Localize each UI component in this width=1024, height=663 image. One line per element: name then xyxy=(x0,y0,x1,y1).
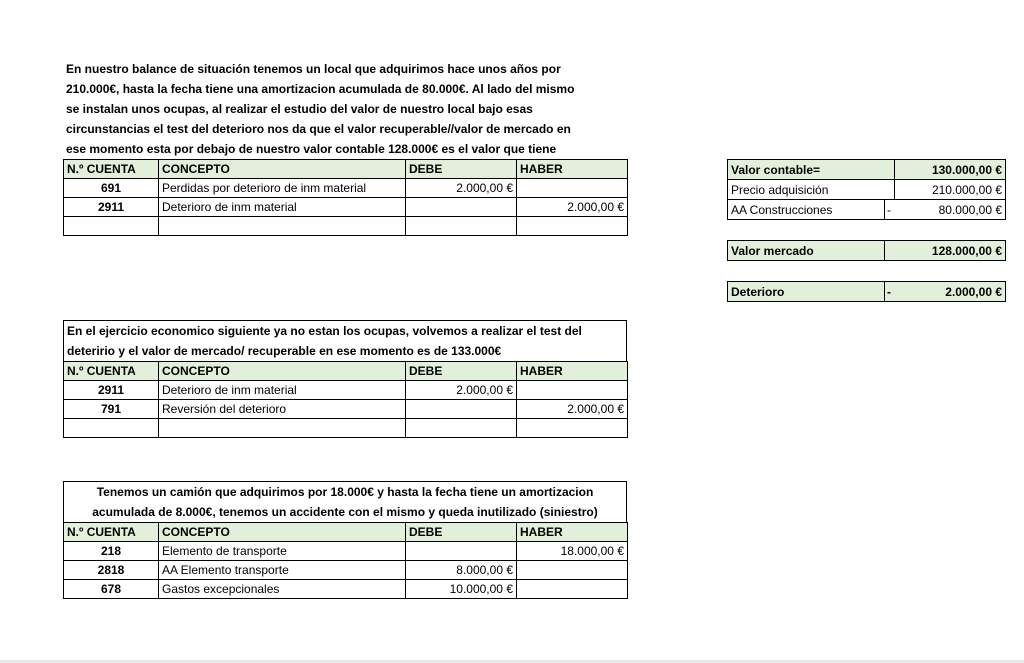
cell-account[interactable]: 691 xyxy=(64,179,159,198)
valor-mercado-label[interactable]: Valor mercado xyxy=(728,241,885,261)
table-row-empty xyxy=(64,419,628,438)
header-haber: HABER xyxy=(517,160,628,179)
header-concepto: CONCEPTO xyxy=(159,362,406,381)
aa-label[interactable]: AA Construcciones xyxy=(728,200,885,220)
table-header xyxy=(64,362,628,381)
cell-concept[interactable]: Deterioro de inm material xyxy=(159,198,406,217)
valor-contable-table xyxy=(727,159,1006,220)
table-header xyxy=(64,523,628,542)
section-2-text: En el ejercicio economico siguiente ya no estan los ocupas, volvemos a realizar el test del deteririo y el valor de mercado/ recuperable en ese momento es de 133.000€ xyxy=(63,320,627,361)
table-row-empty xyxy=(64,217,628,236)
cell-haber[interactable]: 18.000,00 € xyxy=(517,542,628,561)
valor-contable-label[interactable]: Valor contable= xyxy=(728,160,895,180)
aa-sign: - xyxy=(885,200,895,220)
valor-contable-row xyxy=(728,160,1006,180)
section-3 xyxy=(63,481,627,599)
table-row xyxy=(64,542,628,561)
cell-account[interactable]: 678 xyxy=(64,580,159,599)
table-row xyxy=(64,381,628,400)
cell-concept[interactable]: Elemento de transporte xyxy=(159,542,406,561)
cell-concept[interactable]: Perdidas por deterioro de inm material xyxy=(159,179,406,198)
table-row xyxy=(64,561,628,580)
cell-account[interactable]: 2818 xyxy=(64,561,159,580)
header-concepto: CONCEPTO xyxy=(159,160,406,179)
table-header xyxy=(64,160,628,179)
cell-haber[interactable]: 2.000,00 € xyxy=(517,198,628,217)
valor-mercado-value[interactable]: 128.000,00 € xyxy=(885,241,1006,261)
section-2 xyxy=(63,320,627,438)
deterioro-label[interactable]: Deterioro xyxy=(728,282,885,302)
deterioro-value[interactable]: 2.000,00 € xyxy=(895,282,1006,302)
header-debe: DEBE xyxy=(406,362,517,381)
precio-row xyxy=(728,180,1006,200)
cell-concept[interactable]: AA Elemento transporte xyxy=(159,561,406,580)
table-row xyxy=(64,198,628,217)
cell-concept[interactable]: Gastos excepcionales xyxy=(159,580,406,599)
cell-empty[interactable] xyxy=(64,217,159,236)
valuation-summary xyxy=(727,159,1005,302)
header-debe: DEBE xyxy=(406,523,517,542)
valor-contable-value[interactable]: 130.000,00 € xyxy=(895,160,1006,180)
deterioro-row xyxy=(728,282,1006,302)
header-concepto: CONCEPTO xyxy=(159,523,406,542)
header-debe: DEBE xyxy=(406,160,517,179)
cell-debe[interactable] xyxy=(406,198,517,217)
valor-mercado-table xyxy=(727,240,1006,261)
cell-account[interactable]: 791 xyxy=(64,400,159,419)
deterioro-sign: - xyxy=(885,282,895,302)
section-1 xyxy=(63,59,627,236)
cell-haber[interactable] xyxy=(517,381,628,400)
cell-empty[interactable] xyxy=(64,419,159,438)
section-1-text: En nuestro balance de situación tenemos un local que adquirimos hace unos años por 210.000€, hasta la fecha tiene una amortizacion acumulada de 80.000€. Al lado del mismo se instalan unos ocupas, al realizar el estudio del valor de nuestro local bajo esas circunstancias el test del deterioro nos da que el valor recuperable//valor de mercado en ese momento esta por debajo de nuestro valor contable 128.000€ es el valor que tiene xyxy=(66,62,575,156)
cell-debe[interactable]: 2.000,00 € xyxy=(406,381,517,400)
cell-haber[interactable] xyxy=(517,179,628,198)
journal-table-2 xyxy=(63,361,628,438)
cell-empty[interactable] xyxy=(159,217,406,236)
cell-haber[interactable] xyxy=(517,561,628,580)
cell-haber[interactable]: 2.000,00 € xyxy=(517,400,628,419)
precio-value[interactable]: 210.000,00 € xyxy=(895,180,1006,200)
header-cuenta: N.º CUENTA xyxy=(64,160,159,179)
cell-debe[interactable]: 2.000,00 € xyxy=(406,179,517,198)
cell-account[interactable]: 2911 xyxy=(64,381,159,400)
cell-haber[interactable] xyxy=(517,580,628,599)
valor-mercado-row xyxy=(728,241,1006,261)
cell-account[interactable]: 2911 xyxy=(64,198,159,217)
cell-concept[interactable]: Deterioro de inm material xyxy=(159,381,406,400)
aa-row xyxy=(728,200,1006,220)
header-cuenta: N.º CUENTA xyxy=(64,362,159,381)
journal-table-1 xyxy=(63,159,628,236)
header-haber: HABER xyxy=(517,523,628,542)
aa-value[interactable]: 80.000,00 € xyxy=(895,200,1006,220)
cell-debe[interactable]: 8.000,00 € xyxy=(406,561,517,580)
cell-empty[interactable] xyxy=(517,419,628,438)
section-3-text: Tenemos un camión que adquirimos por 18.000€ y hasta la fecha tiene un amortizacion acumulada de 8.000€, tenemos un accidente con el mismo y queda inutilizado (siniestro) xyxy=(63,481,627,522)
header-haber: HABER xyxy=(517,362,628,381)
table-row xyxy=(64,400,628,419)
cell-debe[interactable]: 10.000,00 € xyxy=(406,580,517,599)
header-cuenta: N.º CUENTA xyxy=(64,523,159,542)
cell-empty[interactable] xyxy=(159,419,406,438)
cell-empty[interactable] xyxy=(406,217,517,236)
cell-account[interactable]: 218 xyxy=(64,542,159,561)
cell-empty[interactable] xyxy=(406,419,517,438)
table-row xyxy=(64,580,628,599)
cell-concept[interactable]: Reversión del deterioro xyxy=(159,400,406,419)
cell-debe[interactable] xyxy=(406,400,517,419)
cell-empty[interactable] xyxy=(517,217,628,236)
cell-debe[interactable] xyxy=(406,542,517,561)
journal-table-3 xyxy=(63,522,628,599)
precio-label[interactable]: Precio adquisición xyxy=(728,180,895,200)
deterioro-table xyxy=(727,281,1006,302)
table-row xyxy=(64,179,628,198)
